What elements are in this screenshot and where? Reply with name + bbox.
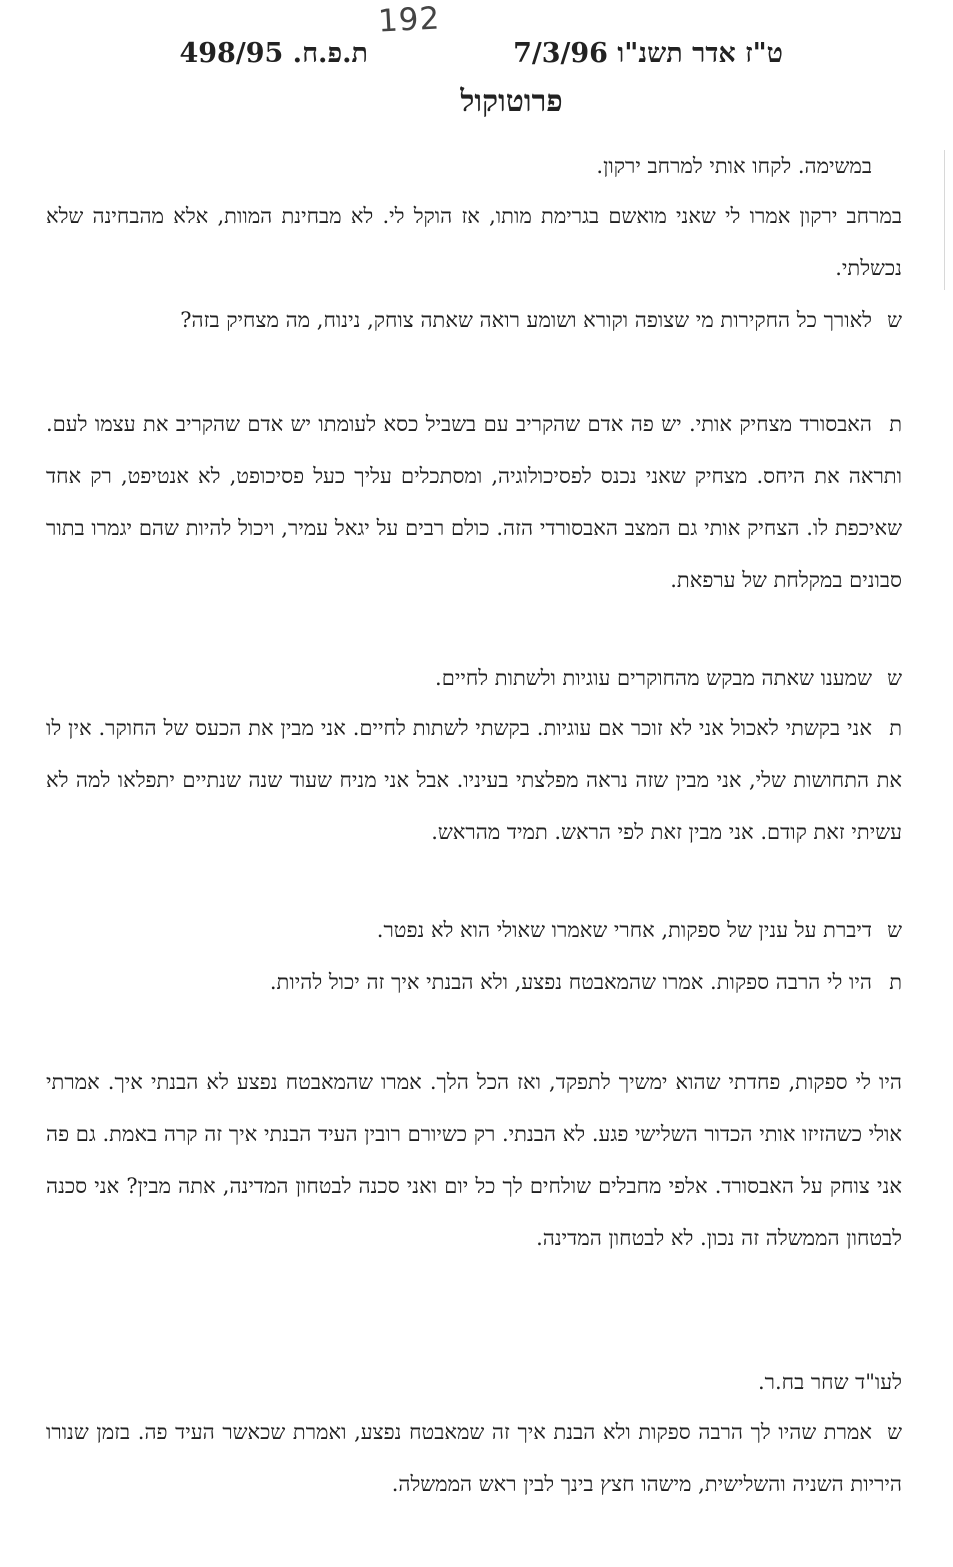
speaker-label: ת — [889, 412, 902, 436]
speaker-label: ש — [887, 308, 902, 332]
paragraph-11 — [46, 1406, 902, 1510]
paragraph-text: שמענו שאתה מבקש מהחוקרים עוגיות ולשתות לחיים. — [435, 666, 872, 690]
paragraph-text: היו לי ספקות, פחדתי שהוא ימשיך לתפקד, ואז הכל הלך. אמרו שהמאבטח נפצע לא הבנתי איך. אמרתי אולי כשהזיזו אותי הכדור השלישי פגע. לא הבנתי. רק כשיורם רובין העיד הבנתי איך זה קרה באמת. גם פה אני צוחק על האבסורד. אלפי מחבלים שולחים לך כל יום ואני סכנה לבטחון המדינה, אתה מבין? אני סכנה לבטחון הממשלה זה נכון. לא לבטחון המדינה. — [46, 1070, 902, 1250]
speaker-label: ת — [889, 716, 902, 740]
paragraph-text: אמרת שהיו לך הרבה ספקות ולא הבנת איך זה שמאבטח נפצע, ואמרת שכאשר העיד פה. בזמן שנורו היריות השניה והשלישית, מישהו חצץ בינך לבין ראש הממשלה. — [46, 1420, 902, 1496]
paragraph-2 — [46, 190, 902, 294]
scan-edge-mark — [944, 150, 945, 290]
handwritten-page-number: 192 — [377, 0, 442, 40]
speaker-label: ש — [887, 666, 902, 690]
paragraph-3 — [46, 294, 902, 346]
paragraph-text: לאורך כל החקירות מי שצופה וקורא ושומע רואה שאתה צוחק, נינוח, מה מצחיק בזה? — [180, 308, 872, 332]
paragraph-text: דיברת על ענין של ספקות, אחרי שאמרו שאולי הוא לא נפטר. — [376, 918, 872, 942]
paragraph-1 — [46, 140, 902, 192]
speaker-label: ש — [887, 1420, 902, 1444]
document-title — [0, 84, 953, 119]
paragraph-6 — [46, 702, 902, 858]
paragraph-text: אני בקשתי לאכול אני לא זוכר אם עוגיות. בקשתי לשתות לחיים. אני מבין את הכעס של החוקר. אין לו את התחושות שלי, אני מבין שזה נראה מפלצתי בעיניו. אבל אני מניח שעוד שנה שנתיים יתפלאו למה לא עשיתי זאת קודם. אני מבין זאת לפי הראש. תמיד מהראש. — [46, 716, 902, 844]
speaker-label: ש — [887, 918, 902, 942]
paragraph-8 — [46, 956, 902, 1008]
speaker-label: ת — [889, 970, 902, 994]
paragraph-7 — [46, 904, 902, 956]
paragraph-text: לעו"ד שחר בח.ר. — [757, 1370, 902, 1394]
paragraph-9 — [46, 1056, 902, 1264]
header-case-number: ת.פ.ח. 498/95 — [179, 38, 368, 69]
paragraph-text: במרחב ירקון אמרו לי שאני מואשם בגרימת מותו, אז הוקל לי. לא מבחינת המוות, אלא מהבחינה שלא נכשלתי. — [46, 204, 902, 280]
document-header — [0, 38, 953, 78]
paragraph-text: היו לי הרבה ספקות. אמרו שהמאבטח נפצע, ולא הבנתי איך זה יכול להיות. — [269, 970, 872, 994]
header-date: ט"ז אדר תשנ"ו 7/3/96 — [513, 38, 783, 69]
paragraph-text: במשימה. לקחו אותי למרחב ירקון. — [596, 154, 872, 178]
paragraph-5 — [46, 652, 902, 704]
paragraph-10 — [46, 1356, 902, 1408]
title-text: פרוטוקול — [460, 84, 563, 119]
paragraph-text: האבסורד מצחיק אותי. יש פה אדם שהקריב עם בשביל כסא לעומתו יש אדם שהקריב את עצמו לעם. ותראה את היחס. מצחיק שאני נכנס לפסיכולוגיה, ומסתכלים עליך כעל פסיכופט, לא אנטיפט, רק אחד שאיכפת לו. הצחיק אותי גם המצב האבסורדי הזה. כולם רבים על יגאל עמיר, ויכול להיות שהם יגמרו בתור סבונים במקלחת של ערפאת. — [46, 412, 902, 592]
paragraph-4 — [46, 398, 902, 606]
